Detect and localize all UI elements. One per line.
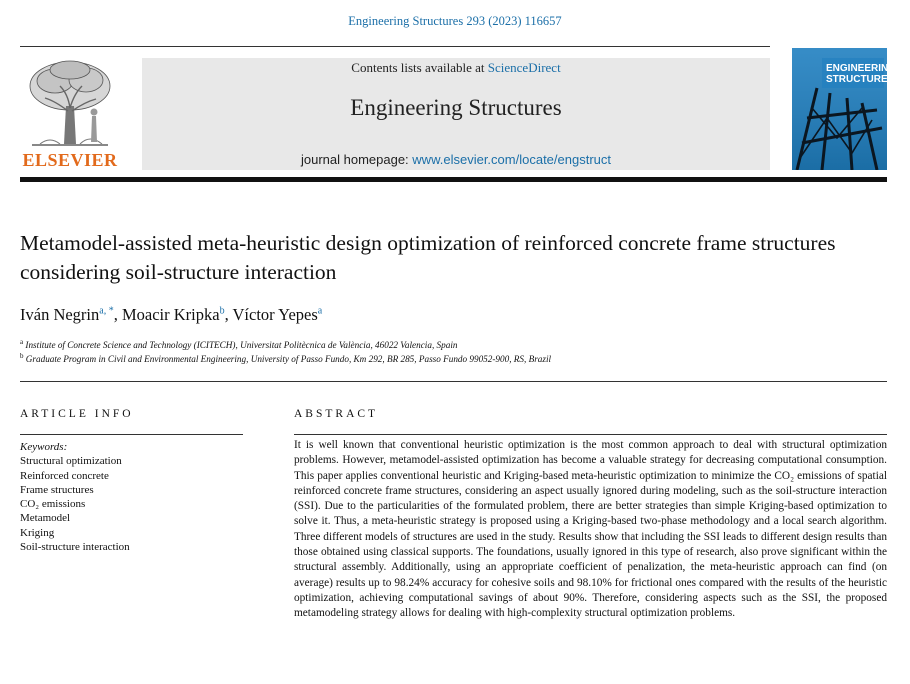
author-name[interactable]: Moacir Kripka [121, 305, 220, 324]
journal-title: Engineering Structures [350, 95, 562, 120]
keyword-item: Soil-structure interaction [20, 541, 130, 554]
author-separator: , [224, 305, 233, 324]
author-affiliation-marker[interactable]: a, * [99, 305, 114, 317]
affiliation [20, 352, 551, 364]
author-affiliation-marker[interactable]: a [317, 305, 323, 317]
journal-citation-link[interactable]: Engineering Structures 293 (2023) 116657 [348, 14, 562, 28]
keyword-item: Frame structures [20, 483, 94, 496]
cover-title [826, 63, 897, 85]
affiliation-text: Graduate Program in Civil and Environmental Engineering, University of Passo Fundo, Km 292, BR 285, Passo Fundo 99052-900, RS, Brazil [25, 354, 552, 365]
keywords-list [20, 440, 250, 554]
contents-availability-line [142, 60, 770, 76]
article-title: Metamodel-assisted meta-heuristic design optimization of reinforced concrete frame structures considering soil-structure interaction [20, 231, 836, 284]
affiliation-text: Institute of Concrete Science and Technology (ICITECH), Universitat Politècnica de València, 46022 Valencia, Spain [25, 340, 458, 351]
header-top-rule [20, 46, 770, 47]
author-name[interactable]: Víctor Yepes [232, 305, 318, 324]
journal-homepage-line [142, 152, 770, 167]
affiliation-marker: a [20, 338, 24, 346]
affiliation-rule [20, 381, 887, 382]
abstract-rule [294, 434, 887, 435]
header-bottom-rule [20, 177, 887, 182]
keyword-item: Metamodel [20, 512, 71, 525]
keyword-item: Reinforced concrete [20, 469, 109, 482]
author-name[interactable]: Iván Negrin [20, 305, 100, 324]
journal-homepage-link[interactable]: www.elsevier.com/locate/engstruct [412, 152, 611, 167]
keyword-item: CO₂ emissions [20, 498, 86, 511]
contents-prefix: Contents lists available at [351, 60, 488, 75]
homepage-prefix: journal homepage: [300, 152, 413, 167]
sciencedirect-link[interactable]: ScienceDirect [487, 60, 561, 75]
affiliation [20, 338, 457, 350]
article-info-rule [20, 434, 243, 435]
article-info-heading: ARTICLE INFO [20, 408, 134, 420]
keyword-item: Structural optimization [20, 455, 122, 468]
cover-title-line2: STRUCTURES [826, 74, 895, 85]
keyword-item: Kriging [20, 526, 55, 539]
elsevier-wordmark: ELSEVIER [22, 150, 118, 170]
author-affiliation-marker[interactable]: b [219, 305, 225, 317]
abstract-heading: ABSTRACT [294, 408, 379, 420]
affiliation-marker: b [20, 352, 24, 360]
cover-title-line1: ENGINEERING [826, 63, 897, 74]
author-list [20, 305, 322, 325]
keywords-label: Keywords: [20, 441, 68, 453]
abstract-body: It is well known that conventional heuristic optimization is the most common approach to deal with structural optimization problems. However, metamodel-assisted optimization has become a valuable strategy for decreasing computational consumption. This paper applies conventional heuristic and Kriging-based meta-heuristic optimization to minimize the CO₂ emissions of spatial reinforced concrete frame structures, considering an aspect usually ignored during modeling, such as the soil-structure interaction (SSI). Due to the particularities of the formulated problem, there are better strategies than simple Kriging-based optimization to solve it. Thus, a meta-heuristic strategy is proposed using a Kriging-based two-phase methodology and a local search algorithm. Three different models of structures are used in the study. Results show that including the SSI leads to different design results than those obtained using classical supports. The foundations, usually ignored in this type of research, also prove significant within the structural assembly. Additionally, using an appropriate coefficient of penalization, the meta-heuristic approach can find (on average) results up to 98.24% accuracy for cohesive soils and 98.10% for frictional ones compared with the results of the heuristic optimization, achieving computational savings of about 90%. Therefore, considering aspects such as the SSI, the proposed metamodeling strategy allows for dealing with high-complexity structural optimization problems. [294, 439, 887, 620]
author-separator: , [113, 305, 122, 324]
